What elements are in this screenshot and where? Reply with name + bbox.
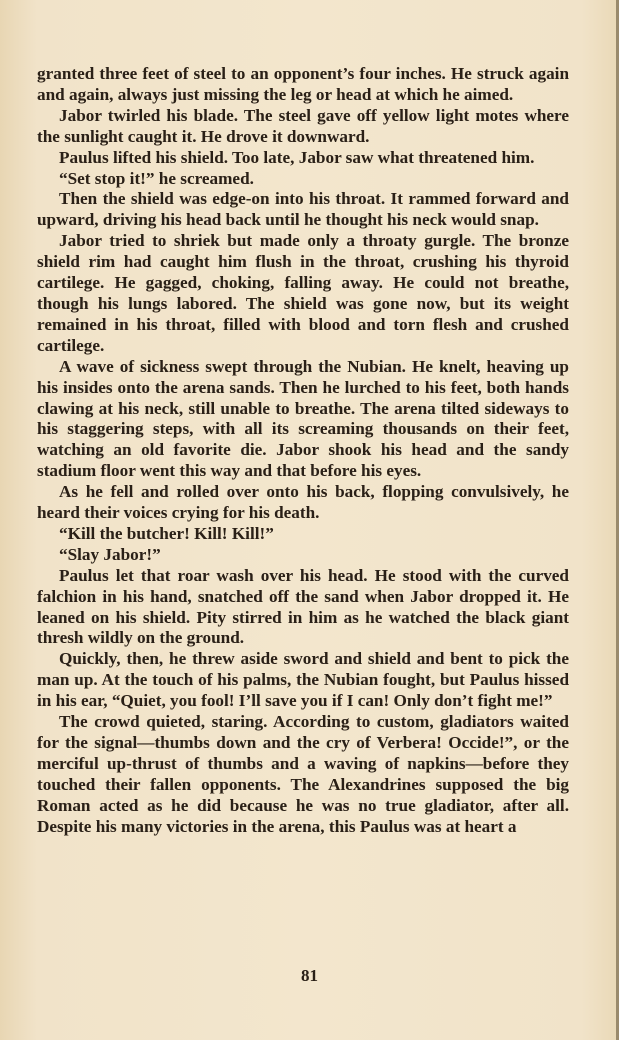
body-text: [37, 64, 569, 838]
paragraph: The crowd quieted, staring. According to custom, gladiators waited for the signal—thumbs down and the cry of Verbera! Occide!”, or the merciful up-thrust of thumbs and a waving of napkins—before they touched their fallen opponents. The Alexandrines supposed the big Roman acted as he did because he was no true gladiator, after all. Despite his many victories in the arena, this Paulus was at heart a: [37, 712, 569, 836]
paragraph: “Slay Jabor!”: [59, 544, 161, 564]
paragraph: Then the shield was edge-on into his throat. It rammed forward and upward, driving his head back until he thought his neck would snap.: [37, 189, 569, 230]
paragraph: As he fell and rolled over onto his back, flopping convulsively, he heard their voices crying for his death.: [37, 482, 569, 523]
paragraph: “Kill the butcher! Kill! Kill!”: [59, 523, 274, 543]
paragraph: granted three feet of steel to an opponent’s four inches. He struck again and again, always just missing the leg or head at which he aimed.: [37, 64, 569, 104]
paragraph: “Set stop it!” he screamed.: [59, 168, 254, 188]
paragraph: Quickly, then, he threw aside sword and shield and bent to pick the man up. At the touch of his palms, the Nubian fought, but Paulus hissed in his ear, “Quiet, you fool! I’ll save you if I can! Only don’t fight me!”: [37, 649, 569, 711]
paragraph: Jabor twirled his blade. The steel gave off yellow light motes where the sunlight caught it. He drove it downward.: [37, 105, 569, 146]
paragraph: Jabor tried to shriek but made only a throaty gurgle. The bronze shield rim had caught him flush in the throat, crushing his thyroid cartilege. He gagged, choking, falling away. He could not breathe, though his lungs labored. The shield was gone now, but its weight remained in his throat, filled with blood and torn flesh and crushed cartilege.: [37, 231, 569, 355]
paragraph: A wave of sickness swept through the Nubian. He knelt, heaving up his insides onto the arena sands. Then he lurched to his feet, both hands clawing at his neck, still unable to breathe. The arena tilted sideways to his staggering steps, with all its screaming thousands on their feet, watching an old favorite die. Jabor shook his head and the sandy stadium floor went this way and that before his eyes.: [37, 356, 569, 481]
page-number: 81: [301, 966, 318, 985]
paragraph: Paulus let that roar wash over his head. He stood with the curved falchion in his hand, snatched off the sand when Jabor dropped it. He leaned on his shield. Pity stirred in him as he watched the black giant thresh wildly on the ground.: [37, 565, 569, 648]
paragraph: Paulus lifted his shield. Too late, Jabor saw what threatened him.: [59, 147, 535, 167]
